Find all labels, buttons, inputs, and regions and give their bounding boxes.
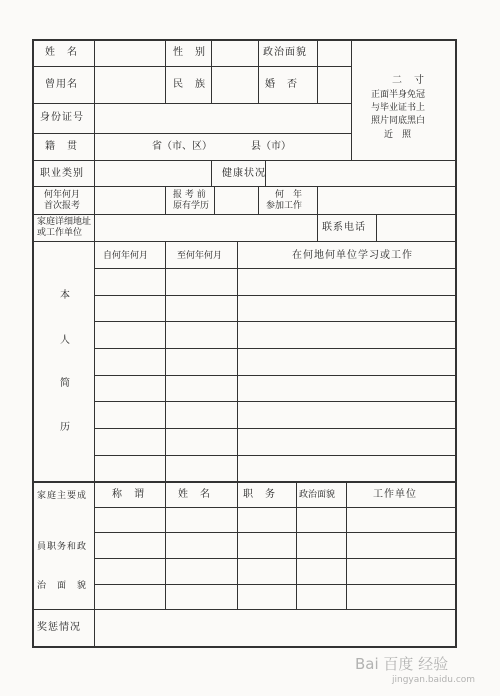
border-left [32,39,34,648]
col-line [376,214,377,241]
label-resume-v3: 简 [60,378,71,389]
label-resume-where: 在何地何单位学习或工作 [292,250,413,261]
col-line [211,66,212,103]
row-line [33,66,351,67]
label-first-exam-2: 首次报考 [44,201,81,211]
label-fam-name: 姓 名 [178,489,211,500]
label-pre-edu-1: 报 考 前 [173,190,206,200]
label-first-exam-1: 何年何月 [44,190,81,200]
resume-row [94,401,455,402]
resume-row [94,348,455,349]
family-row [94,507,455,508]
row-line [33,103,351,104]
label-family-1: 家庭主要成 [37,491,88,501]
row-line [33,160,455,161]
col-line [94,160,95,186]
label-name: 姓 名 [45,47,78,58]
photo-line-1: 二 寸 [392,75,425,86]
label-political-status: 政治面貌 [263,47,307,58]
label-awards: 奖惩情况 [37,622,81,633]
label-pre-edu-2: 原有学历 [173,201,210,211]
photo-line-5: 近 照 [384,130,412,140]
family-row [94,584,455,585]
col-line [237,241,238,481]
row-line [33,241,455,242]
col-line [94,482,95,609]
label-fam-title: 称 谓 [112,489,145,500]
photo-divider [351,40,352,160]
label-occupation: 职业类别 [40,168,84,179]
label-work-year-1: 何 年 [275,190,303,200]
label-id-number: 身份证号 [40,112,84,123]
border-bottom [32,646,456,648]
col-line [211,40,212,66]
label-fam-political: 政治面貌 [299,490,336,500]
resume-row [94,375,455,376]
label-resume-from: 自何年何月 [103,251,149,261]
col-line [94,214,95,241]
col-line [94,186,95,214]
label-province: 省（市、区） [152,141,212,152]
label-resume-to: 至何年何月 [177,251,223,261]
resume-row [94,295,455,296]
label-phone: 联系电话 [322,222,366,233]
label-ethnicity: 民 族 [173,79,206,90]
row-line [33,133,351,134]
col-line [94,241,95,481]
label-marital: 婚 否 [265,79,298,90]
border-right [455,39,457,648]
resume-row [94,428,455,429]
section-divider [33,481,455,483]
row-line [33,214,455,215]
col-line [258,186,259,214]
label-resume-v2: 人 [60,335,71,346]
label-family-3: 治 面 貌 [37,581,88,591]
col-line [165,482,166,609]
col-line [94,103,95,133]
resume-row [94,455,455,456]
label-gender: 性 别 [173,47,206,58]
col-line [165,241,166,481]
col-line [296,482,297,609]
label-native-place: 籍 贯 [45,141,78,152]
col-line [94,40,95,66]
col-line [258,40,259,103]
resume-row [94,268,455,269]
watermark-url: jingyan.baidu.com [392,675,476,685]
family-row [94,558,455,559]
label-health: 健康状况 [222,168,266,179]
col-line [317,214,318,241]
label-former-name: 曾用名 [45,79,78,90]
label-fam-post: 职 务 [243,489,276,500]
label-resume-v4: 历 [60,422,71,433]
col-line [94,133,95,160]
col-line [214,186,215,214]
label-address-2: 或工作单位 [37,228,83,238]
col-line [346,482,347,609]
label-fam-unit: 工作单位 [373,489,417,500]
label-family-2: 員职务和政 [37,542,88,552]
col-line [94,609,95,647]
label-county: 县（市） [251,141,291,152]
col-line [165,40,166,103]
col-line [237,482,238,609]
col-line [317,66,318,103]
photo-line-3: 与毕业证书上 [371,103,426,113]
label-resume-v1: 本 [60,290,71,301]
col-line [94,66,95,103]
label-work-year-2: 参加工作 [266,201,303,211]
watermark-logo: Bai 百度 经验 [355,655,449,673]
col-line [165,186,166,214]
section-divider [33,609,455,610]
row-line [33,186,455,187]
col-line [211,160,212,186]
col-line [317,186,318,214]
resume-row [94,321,455,322]
photo-line-4: 照片同底黑白 [371,116,426,126]
photo-line-2: 正面半身免冠 [371,90,426,100]
border-top [32,39,456,41]
family-row [94,532,455,533]
col-line [317,40,318,66]
label-address-1: 家庭详细地址 [37,217,92,227]
